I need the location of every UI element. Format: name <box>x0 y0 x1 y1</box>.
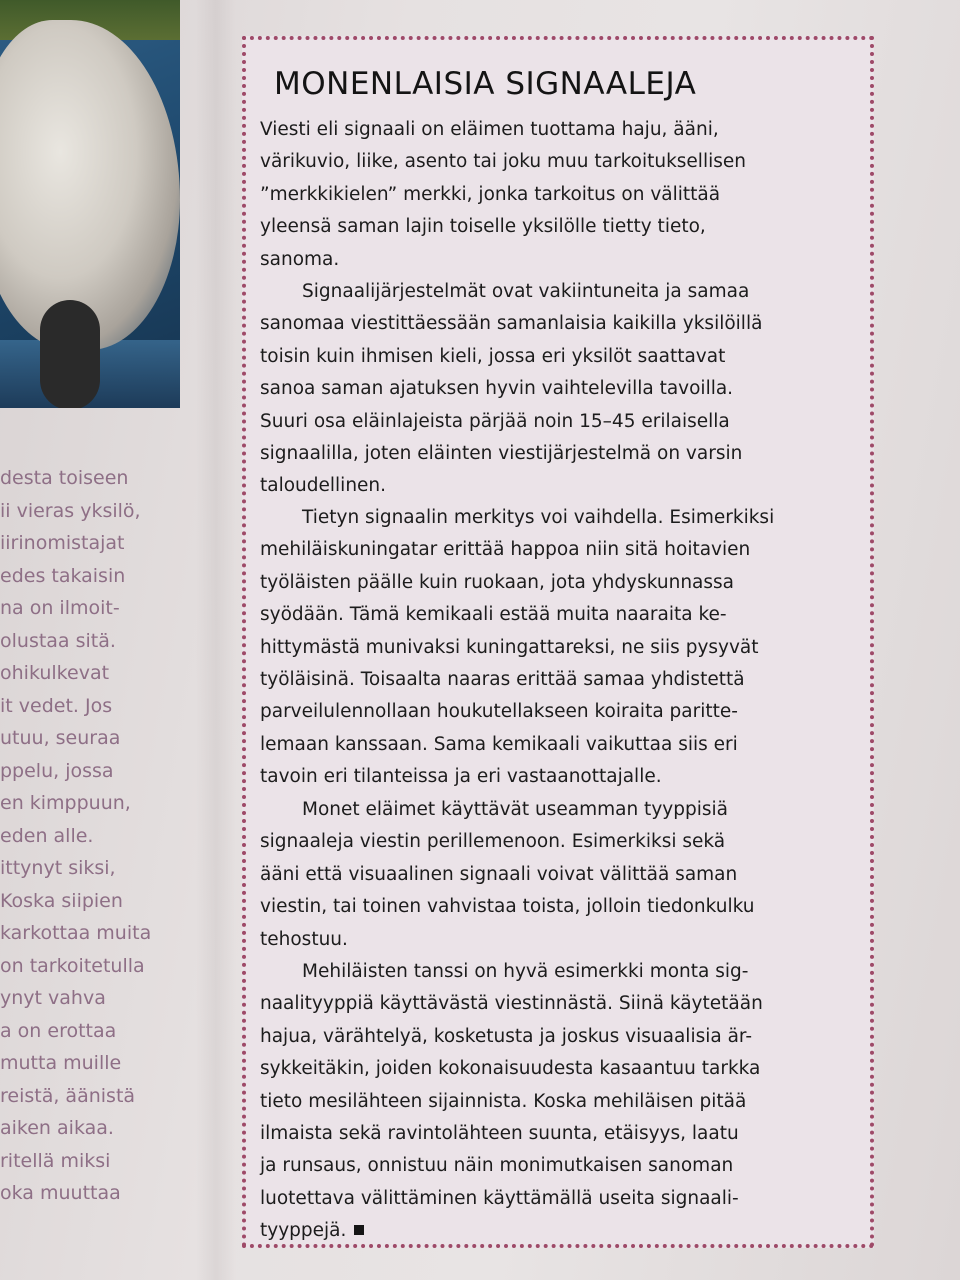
left-column-line: iirinomistajat <box>0 532 125 554</box>
text-line: Monet eläimet käyttävät useamman tyyppisiä <box>302 799 728 820</box>
end-of-article-square <box>354 1225 364 1235</box>
text-line: signaaleja viestin perillemenoon. Esimerkiksi sekä <box>260 831 726 853</box>
text-line: ja runsaus, onnistuu näin monimutkaisen sanoman <box>260 1155 734 1177</box>
paragraph-4 <box>260 794 866 956</box>
paragraph-5 <box>260 956 866 1248</box>
left-column-line: edes takaisin <box>0 564 126 587</box>
left-column-line: mutta muille <box>0 1052 122 1074</box>
signals-sidebar-box <box>242 36 874 1248</box>
text-line: sykkeitäkin, joiden kokonaisuudesta kasaantuu tarkka <box>260 1058 761 1080</box>
left-column-line: ii vieras yksilö, <box>0 499 141 522</box>
page-gutter-shadow <box>196 0 236 1280</box>
text-line: hittymästä munivaksi kuningattareksi, ne siis pysyvät <box>260 636 759 658</box>
left-column-line: olustaa sitä. <box>0 629 116 652</box>
text-line-last <box>260 1215 866 1247</box>
text-line: hajua, värähtelyä, kosketusta ja joskus visuaalisia är- <box>260 1025 753 1047</box>
text-line: luotettava välittäminen käyttämällä useita signaali- <box>260 1187 739 1209</box>
text-line: työläisinä. Toisaalta naaras erittää samaa yhdistettä <box>260 668 745 690</box>
text-line: syödään. Tämä kemikaali estää muita naaraita ke- <box>260 604 727 626</box>
text-line: sanomaa viestittäessään samanlaisia kaikilla yksilöillä <box>260 313 763 335</box>
last-line-text: tyyppejä. <box>260 1220 347 1242</box>
text-line: naalityyppiä käyttävästä viestinnästä. Siinä käytetään <box>260 993 763 1015</box>
left-column-line: ritellä miksi <box>0 1149 111 1172</box>
text-line: tehostuu. <box>260 928 348 950</box>
photo-swan-wing <box>0 20 180 350</box>
left-column-line: it vedet. Jos <box>0 694 113 717</box>
paragraph-2 <box>260 276 866 503</box>
text-line: tavoin eri tilanteissa ja eri vastaanottajalle. <box>260 766 662 788</box>
left-column-line: karkottaa muita <box>0 922 152 944</box>
text-line: sanoa saman ajatuksen hyvin vaihtelevilla tavoilla. <box>260 378 734 400</box>
left-column-text <box>0 462 200 1210</box>
text-line: toisin kuin ihmisen kieli, jossa eri yksilöt saattavat <box>260 345 726 367</box>
left-column-line: en kimppuun, <box>0 792 131 814</box>
text-line: sanoma. <box>260 248 340 270</box>
left-column-line: na on ilmoit- <box>0 597 120 619</box>
left-column-line: a on erottaa <box>0 1019 117 1042</box>
text-line: Mehiläisten tanssi on hyvä esimerkki monta sig- <box>302 961 749 982</box>
left-column-line: ppelu, jossa <box>0 759 114 782</box>
text-line: ääni että visuaalinen signaali voivat välittää saman <box>260 863 738 885</box>
left-column-line: desta toiseen <box>0 467 129 489</box>
text-line: ”merkkikielen” merkki, jonka tarkoitus on välittää <box>260 183 721 205</box>
text-line: mehiläiskuningatar erittää happoa niin sitä hoitavien <box>260 539 751 561</box>
text-line: Viesti eli signaali on eläimen tuottama haju, ääni, <box>260 119 719 140</box>
left-column-line: on tarkoitetulla <box>0 954 145 977</box>
box-title: MONENLAISIA SIGNAALEJA <box>274 66 697 102</box>
paragraph-1 <box>260 114 866 276</box>
swan-photo <box>0 0 180 408</box>
text-line: värikuvio, liike, asento tai joku muu tarkoituksellisen <box>260 151 746 173</box>
left-column-line: ynyt vahva <box>0 987 106 1009</box>
text-line: työläisten päälle kuin ruokaan, jota yhdyskunnassa <box>260 571 734 593</box>
left-column-line: Koska siipien <box>0 889 123 912</box>
text-line: viestin, tai toinen vahvistaa toista, jolloin tiedonkulku <box>260 896 755 918</box>
text-line: lemaan kanssaan. Sama kemikaali vaikuttaa siis eri <box>260 733 738 755</box>
text-line: Suuri osa eläinlajeista pärjää noin 15–45 erilaisella <box>260 410 730 432</box>
text-line: yleensä saman lajin toiselle yksilölle tietty tieto, <box>260 216 706 238</box>
text-line: signaalilla, joten eläinten viestijärjestelmä on varsin <box>260 442 743 464</box>
left-column-line: ittynyt siksi, <box>0 857 116 879</box>
left-column-line: ohikulkevat <box>0 662 110 684</box>
left-column-line: reistä, äänistä <box>0 1084 136 1107</box>
text-line: taloudellinen. <box>260 475 387 497</box>
text-line: parveilulennollaan houkutellakseen koiraita paritte- <box>260 701 738 723</box>
text-line: tieto mesilähteen sijainnista. Koska mehiläisen pitää <box>260 1090 747 1112</box>
text-line: Tietyn signaalin merkitys voi vaihdella. Esimerkiksi <box>302 507 775 528</box>
left-column-line: oka muuttaa <box>0 1182 121 1204</box>
left-column-line: utuu, seuraa <box>0 727 121 749</box>
text-line: Signaalijärjestelmät ovat vakiintuneita ja samaa <box>302 281 750 302</box>
paragraph-3 <box>260 502 866 794</box>
text-line: ilmaista sekä ravintolähteen suunta, etäisyys, laatu <box>260 1122 739 1144</box>
left-column-line: eden alle. <box>0 824 94 847</box>
left-column-line: aiken aikaa. <box>0 1117 114 1139</box>
photo-swan-neck <box>40 300 100 408</box>
